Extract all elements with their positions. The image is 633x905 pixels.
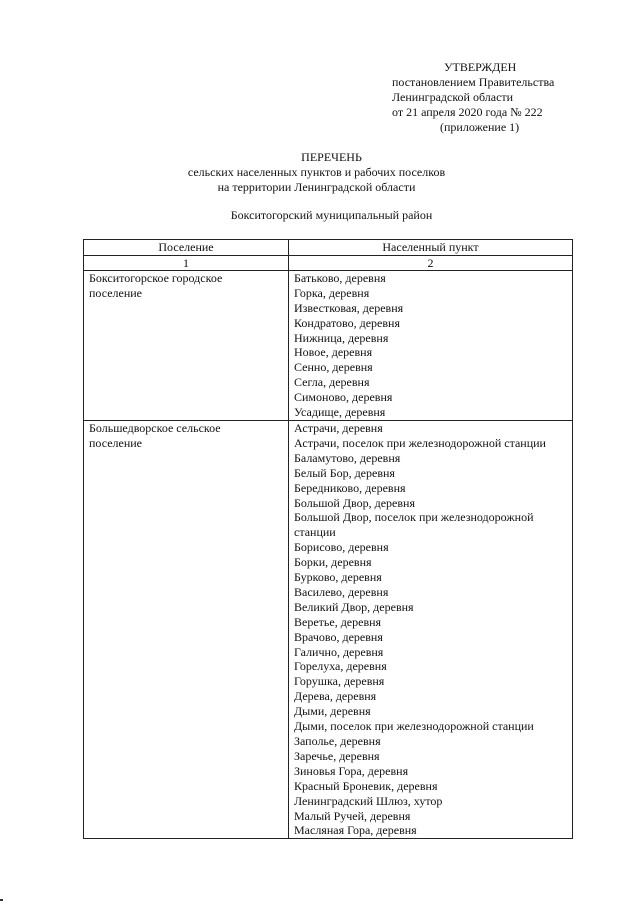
approval-line: постановлением Правительства [392, 75, 555, 89]
locality-item: Веретье, деревня [294, 614, 382, 629]
locality-item: Батьково, деревня [294, 270, 386, 285]
localities-cell [289, 420, 573, 838]
locality-item: Горелуха, деревня [294, 659, 387, 674]
column-number: 1 [84, 255, 289, 270]
locality-item: Галично, деревня [294, 644, 384, 659]
settlement-name: Большедворское сельское поселение [89, 420, 221, 450]
locality-item: Белый Бор, деревня [294, 465, 395, 480]
locality-item: Баламутово, деревня [294, 450, 401, 465]
localities-cell [289, 270, 573, 420]
district-name: Бокситогорский муниципальный район [230, 208, 433, 222]
table-row [84, 270, 573, 420]
locality-item: Сегла, деревня [294, 375, 370, 390]
locality-item: Новое, деревня [294, 345, 373, 360]
localities-table [83, 239, 573, 839]
document-title: ПЕРЕЧЕНЬ [301, 150, 362, 164]
table-row [84, 420, 573, 838]
column-number-row [84, 255, 573, 270]
scan-edge-mark [0, 899, 3, 901]
locality-item: Василево, деревня [294, 584, 389, 599]
locality-item: Борки, деревня [294, 555, 372, 570]
locality-item: Горушка, деревня [294, 674, 385, 689]
locality-item: Великий Двор, деревня [294, 599, 414, 614]
locality-item: Горка, деревня [294, 285, 370, 300]
approval-line: от 21 апреля 2020 года № 222 [392, 105, 543, 119]
document-subtitle: на территории Ленинградской области [217, 180, 416, 194]
document-subtitle: сельских населенных пунктов и рабочих поселков [187, 165, 446, 179]
locality-item: Большой Двор, поселок при железнодорожной станции [294, 510, 534, 540]
locality-item: Усадище, деревня [294, 405, 386, 420]
locality-item: Сенно, деревня [294, 360, 373, 375]
approval-line: Ленинградской области [392, 90, 514, 104]
locality-item: Заполье, деревня [294, 734, 381, 748]
approval-title: УТВЕРЖДЕН [444, 60, 517, 74]
locality-item: Дерева, деревня [294, 689, 377, 704]
locality-item: Врачово, деревня [294, 629, 383, 644]
approval-appendix: (приложение 1) [440, 120, 520, 134]
column-header-locality: Населенный пункт [289, 240, 573, 256]
locality-item: Масляная Гора, деревня [294, 823, 417, 838]
locality-item: Симоново, деревня [294, 390, 393, 405]
locality-item: Красный Броневик, деревня [294, 778, 438, 793]
settlement-cell [84, 420, 289, 838]
table-header-row [84, 240, 573, 256]
locality-item: Заречье, деревня [294, 748, 380, 763]
approval-block [392, 60, 592, 135]
locality-item: Известковая, деревня [294, 300, 404, 315]
locality-item: Борисово, деревня [294, 540, 389, 555]
locality-item: Малый Ручей, деревня [294, 808, 411, 823]
settlement-name: Бокситогорское городское поселение [89, 270, 223, 300]
locality-item: Бурково, деревня [294, 570, 382, 585]
locality-item: Астрачи, поселок при железнодорожной станции [294, 435, 546, 450]
locality-item: Дыми, деревня [294, 704, 371, 719]
locality-item: Зиновья Гора, деревня [294, 763, 409, 778]
column-number: 2 [289, 255, 573, 270]
document-heading [0, 150, 633, 195]
locality-item: Ленинградский Шлюз, хутор [294, 793, 443, 808]
column-header-settlement: Поселение [84, 240, 289, 256]
locality-item: Бередниково, деревня [294, 480, 406, 495]
locality-item: Нижница, деревня [294, 330, 389, 345]
locality-item: Кондратово, деревня [294, 315, 400, 330]
locality-item: Астрачи, деревня [294, 420, 383, 435]
settlement-cell [84, 270, 289, 420]
locality-item: Большой Двор, деревня [294, 495, 415, 510]
locality-item: Дыми, поселок при железнодорожной станции [294, 719, 534, 734]
